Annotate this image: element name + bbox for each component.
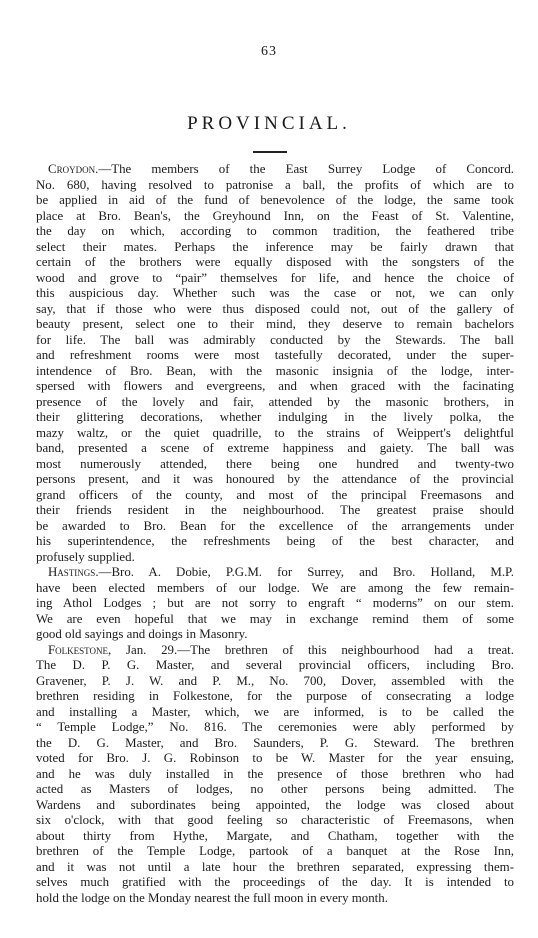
text-line	[36, 565, 514, 581]
text-line: intendence of Bro. Bean, with the masonic insignia of the lodge, inter-	[36, 363, 514, 378]
text-line: and refreshment rooms were most tastefully decorated, under the super-	[36, 348, 514, 362]
text-line: mazy waltz, or the quiet quadrille, to the strains of Weippert's delightful	[36, 425, 514, 440]
text-line: have been elected members of our lodge. We are among the few remain-	[36, 580, 514, 595]
text-line: ing Athol Lodges ; but are not sorry to engraft “ moderns” on our stem.	[36, 596, 514, 610]
text-line: voted for Bro. J. G. Robinson to be W. Master for the year ensuing,	[36, 751, 514, 765]
paragraph	[36, 162, 514, 565]
text-line: for life. The ball was admirably conducted by the Stewards. The ball	[36, 332, 514, 347]
text-line: The D. P. G. Master, and several provincial officers, including Bro.	[36, 658, 514, 672]
text-line: brethren of the Temple Lodge, partook of a banquet at the Rose Inn,	[36, 844, 514, 858]
text-line: beauty present, select one to their mind, they deserve to remain bachelors	[36, 317, 514, 331]
text-line: select their mates. Perhaps the inference may be fairly drawn that	[36, 239, 514, 254]
text-line: persons present, and it was honoured by the attendance of the provincial	[36, 472, 514, 486]
text-line: good old sayings and doings in Masonry.	[36, 627, 248, 641]
text-line: profusely supplied.	[36, 549, 135, 564]
text-line: be awarded to Bro. Bean for the excellence of the arrangements under	[36, 518, 514, 533]
text-line: We are even hopeful that we may in exchange remind them of some	[36, 611, 514, 626]
text-line: about thirty from Hythe, Margate, and Chatham, together with the	[36, 828, 514, 843]
article-body	[36, 162, 514, 906]
text-line: band, presented a scene of extreme happiness and gaiety. The ball was	[36, 441, 514, 455]
text-line	[36, 643, 514, 659]
text-line: say, that if those who were thus disposed could not, out of the gallery of	[36, 301, 514, 316]
text-line: Wardens and subordinates being appointed, the lodge was closed about	[36, 797, 514, 812]
text-line: brethren residing in Folkestone, for the purpose of consecrating a lodge	[36, 689, 514, 703]
text-line: wood and grove to “pair” themselves for life, and hence the choice of	[36, 270, 514, 285]
place-name: Hastings.	[48, 565, 99, 579]
page-number: 63	[261, 44, 277, 59]
line-text: —Bro. A. Dobie, P.G.M. for Surrey, and Bro. Holland, M.P.	[98, 565, 514, 579]
text-line: their friends resident in the neighbourhood. The greatest praise should	[36, 503, 514, 517]
text-line: and installing a Master, which, we are informed, is to be called the	[36, 704, 514, 719]
text-line: selves much gratified with the proceedings of the day. It is intended to	[36, 875, 514, 889]
text-line: and he was duly installed in the presence of those brethren who had	[36, 766, 514, 781]
text-line: and it was not until a late hour the brethren separated, expressing them-	[36, 859, 514, 874]
place-name: Folkestone,	[48, 642, 112, 657]
text-line: No. 680, having resolved to patronise a ball, the profits of which are to	[36, 177, 514, 192]
text-line	[36, 162, 514, 178]
paragraph	[36, 643, 514, 907]
text-line: this auspicious day. Whether such was the case or not, we can only	[36, 286, 514, 300]
section-title: PROVINCIAL.	[187, 113, 351, 134]
text-line: their glittering decorations, whether indulging in the lively polka, the	[36, 410, 514, 424]
text-line: “ Temple Lodge,” No. 816. The ceremonies were ably performed by	[36, 720, 514, 734]
text-line: hold the lodge on the Monday nearest the full moon in every month.	[36, 890, 388, 905]
text-line: place at Bro. Bean's, the Greyhound Inn, on the Feast of St. Valentine,	[36, 208, 514, 223]
text-line: acted as Masters of lodges, no other persons being admitted. The	[36, 782, 514, 796]
line-text: Jan. 29.—The brethren of this neighbourhood had a treat.	[111, 642, 514, 657]
text-line: the D. G. Master, and Bro. Saunders, P. G. Steward. The brethren	[36, 735, 514, 750]
place-name: Croydon.	[48, 162, 99, 176]
paragraph	[36, 565, 514, 643]
text-line: Gravener, P. J. W. and P. M., No. 700, Dover, assembled with the	[36, 673, 514, 688]
text-line: most numerously attended, there being one hundred and twenty-two	[36, 456, 514, 471]
line-text: —The members of the East Surrey Lodge of Concord.	[98, 162, 514, 176]
text-line: presence of the lovely and fair, attended by the masonic brothers, in	[36, 394, 514, 409]
title-rule	[253, 151, 287, 153]
text-line: six o'clock, with that good feeling so characteristic of Freemasons, when	[36, 813, 514, 827]
text-line: his superintendence, the refreshments being of the best character, and	[36, 534, 514, 548]
text-line: certain of the brothers were equally disposed with the songsters of the	[36, 255, 514, 269]
text-line: grand officers of the county, and most of the principal Freemasons and	[36, 487, 514, 502]
text-line: spersed with flowers and evergreens, and when graced with the facinating	[36, 379, 514, 393]
text-line: the day on which, according to common tradition, the feathered tribe	[36, 224, 514, 238]
text-line: be applied in aid of the fund of benevolence of the lodge, the same took	[36, 193, 514, 207]
